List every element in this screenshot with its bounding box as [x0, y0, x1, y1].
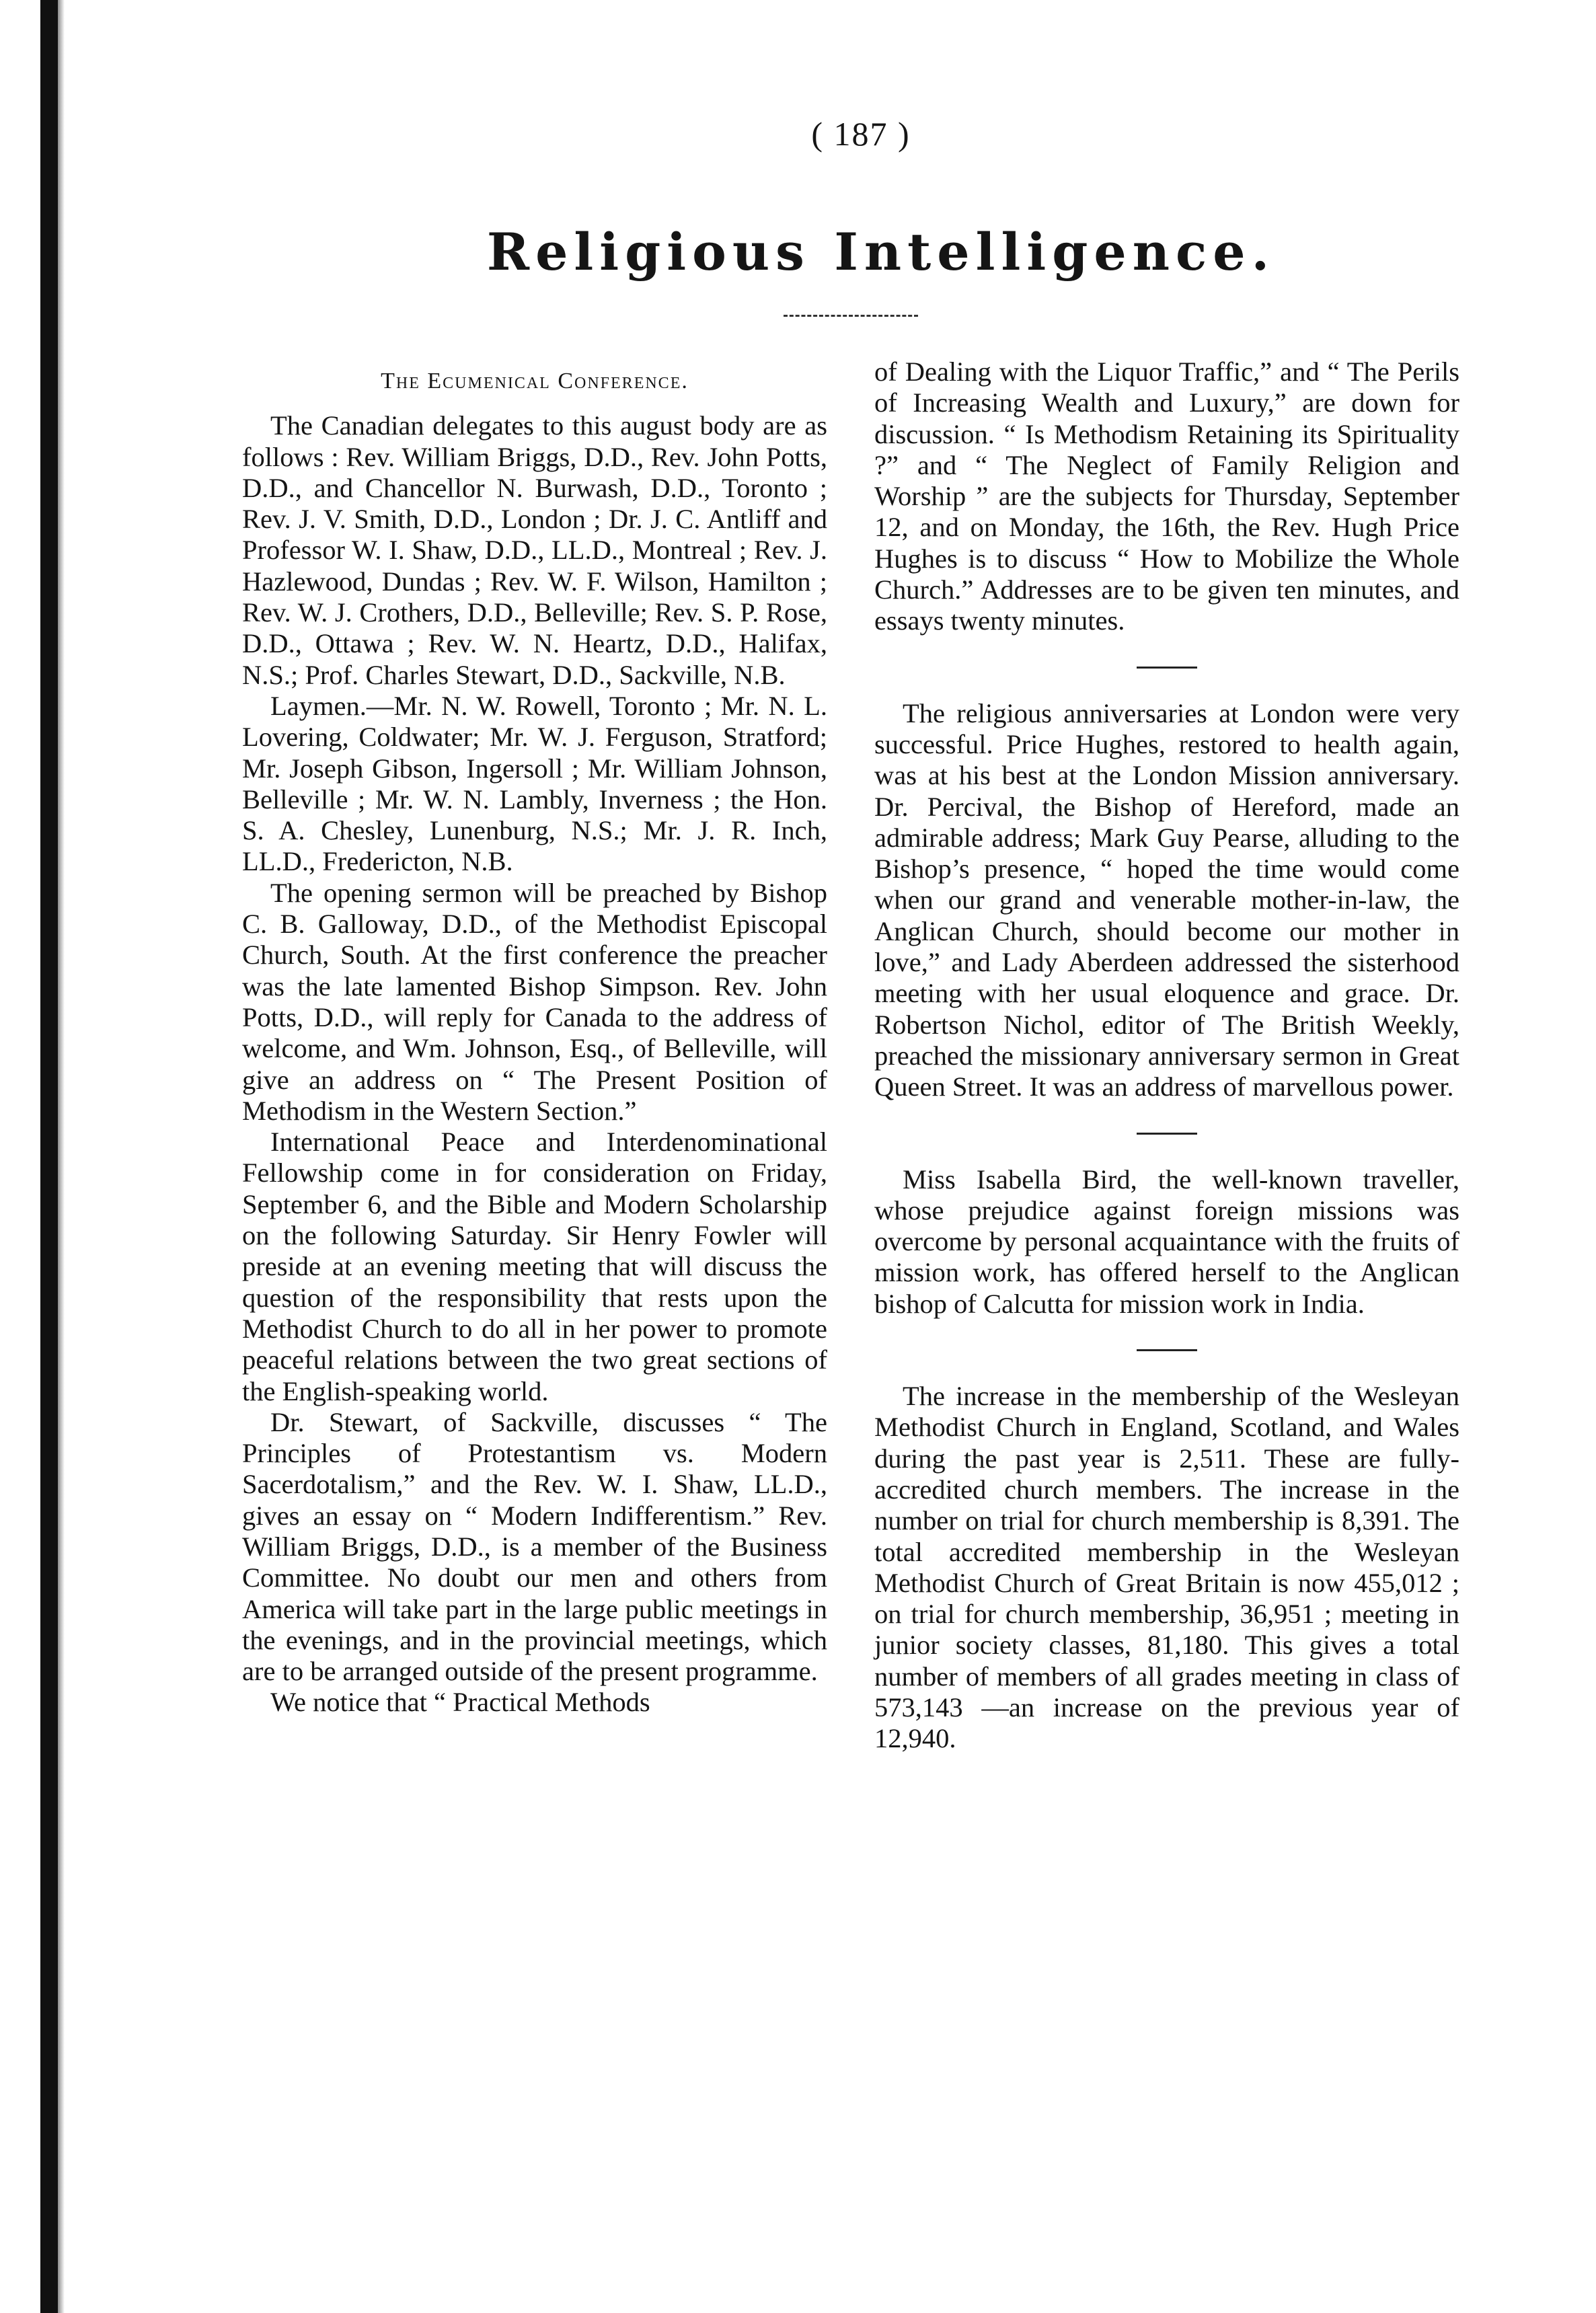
- paragraph-delegates: The Canadian delegates to this august body are as follows : Rev. William Briggs, D.D., Rev. John Potts, D.D., and Chancellor N. Burwash, D.D., Toronto ; Rev. J. V. Smith, D.D., London ; Dr. J. C. Antliff and Professor W. I. Shaw, D.D., LL.D., Montreal ; Rev. J. Hazlewood, Dundas ; Rev. W. F. Wilson, Hamilton ; Rev. W. J. Crothers, D.D., Belleville; Rev. S. P. Rose, D.D., Ottawa ; Rev. W. N. Heartz, D.D., Halifax, N.S.; Prof. Charles Stewart, D.D., Sackville, N.B.: [242, 410, 827, 690]
- left-column: [242, 356, 827, 1718]
- right-column: [874, 356, 1459, 1755]
- divider-rule: [1137, 1133, 1197, 1135]
- article-heading: The Ecumenical Conference.: [381, 369, 689, 393]
- paragraph-membership: The increase in the membership of the Wesleyan Methodist Church in England, Scotland, and Wales during the past year is 2,511. These are fully-accredited church members. The increase in the number on trial for church membership is 8,391. The total accredited membership in the Wesleyan Methodist Church of Great Britain is now 455,012 ; on trial for church membership, 36,951 ; meeting in junior society classes, 81,180. This gives a total number of members of all grades meeting in class of 573,143 —an increase on the previous year of 12,940.: [874, 1381, 1459, 1754]
- paragraph-international-peace: International Peace and Interdenominational Fellowship come in for consideration on Friday, September 6, and the Bible and Modern Scholarship on the following Saturday. Sir Henry Fowler will preside at an evening meeting that will discuss the question of the responsibility that rests upon the Methodist Church to do all in her power to promote peaceful relations between the two great sections of the English-speaking world.: [242, 1127, 827, 1406]
- paragraph-practical-methods: We notice that “ Practical Methods: [270, 1687, 650, 1718]
- divider-rule: [1137, 667, 1197, 669]
- paragraph-anniversaries: The religious anniversaries at London were very successful. Price Hughes, restored to health again, was at his best at the London Mission anniversary. Dr. Percival, the Bishop of Hereford, made an admirable address; Mark Guy Pearse, alluding to the Bishop’s presence, “ hoped the time would come when our grand and venerable mother-in-law, the Anglican Church, should become our mother in love,” and Lady Aberdeen addressed the sisterhood meeting with her usual eloquence and grace. Dr. Robertson Nichol, editor of The British Weekly, preached the missionary anniversary sermon in Great Queen Street. It was an address of marvellous power.: [874, 697, 1459, 1102]
- divider-rule: [1137, 1349, 1197, 1351]
- paragraph-laymen: Laymen.—Mr. N. W. Rowell, Toronto ; Mr. N. L. Lovering, Coldwater; Mr. W. J. Ferguson, Stratford; Mr. Joseph Gibson, Ingersoll ; Mr. William Johnson, Belleville ; Mr. W. N. Lambly, Inverness ; the Hon. S. A. Chesley, Lunenburg, N.S.; Mr. J. R. Inch, LL.D., Fredericton, N.B.: [242, 690, 827, 877]
- page-number: ( 187 ): [811, 115, 911, 153]
- paragraph-dr-stewart: Dr. Stewart, of Sackville, discusses “ The Principles of Protestantism vs. Modern Sacerdotalism,” and the Rev. W. I. Shaw, LL.D., gives an essay on “ Modern Indifferentism.” Rev. William Briggs, D.D., is a member of the Business Committee. No doubt our men and others from America will take part in the large public meetings in the evenings, and in the provincial meetings, which are to be arranged outside of the present programme.: [242, 1406, 827, 1687]
- paragraph-opening-sermon: The opening sermon will be preached by Bishop C. B. Galloway, D.D., of the Methodist Episcopal Church, South. At the first conference the preacher was the late lamented Bishop Simpson. Rev. John Potts, D.D., will reply for Canada to the address of welcome, and Wm. Johnson, Esq., of Belleville, will give an address on “ The Present Position of Methodism in the Western Section.”: [242, 877, 827, 1126]
- paragraph-isabella-bird: Miss Isabella Bird, the well-known traveller, whose prejudice against foreign missions was overcome by personal acquaintance with the fruits of mission work, has offered herself to the Anglican bishop of Calcutta for mission work in India.: [874, 1164, 1459, 1319]
- title-ornament: [784, 315, 918, 318]
- section-title: Religious Intelligence.: [486, 222, 1276, 282]
- page-binding-edge: [40, 0, 58, 2313]
- paragraph-continuation: of Dealing with the Liquor Traffic,” and “ The Perils of Increasing Wealth and Luxury,” are down for discussion. “ Is Methodism Retaining its Spirituality ?” and “ The Neglect of Family Religion and Worship ” are the subjects for Thursday, September 12, and on Monday, the 16th, the Rev. Hugh Price Hughes is to discuss “ How to Mobilize the Whole Church.” Addresses are to be given ten minutes, and essays twenty minutes.: [874, 356, 1459, 636]
